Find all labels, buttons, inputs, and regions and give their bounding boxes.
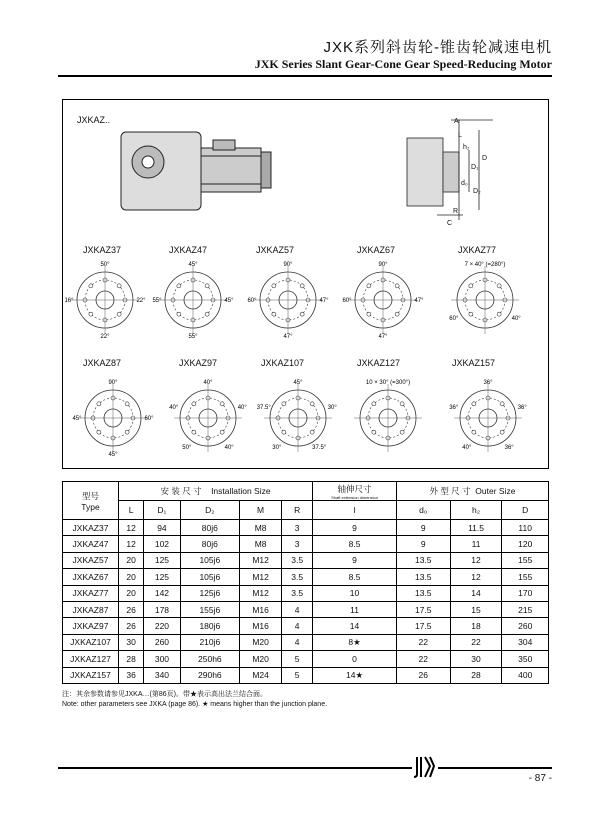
angle-label: 55°: [188, 334, 198, 340]
bolt-hole: [400, 430, 404, 434]
type-cell: JXKAZ67: [63, 569, 119, 585]
dim-label-l: L: [458, 132, 462, 139]
value-cell: 11.5: [450, 520, 502, 536]
angle-label: 90°: [378, 262, 388, 268]
value-cell: 9: [396, 520, 450, 536]
column-header: D: [502, 501, 549, 520]
flange-diagram: [449, 380, 527, 452]
bolt-hole: [282, 402, 286, 406]
angle-label: 47°: [414, 298, 424, 304]
angle-label: 50°: [100, 262, 110, 268]
value-cell: M16: [239, 601, 281, 617]
value-cell: 260: [144, 634, 181, 650]
value-cell: 30: [119, 634, 144, 650]
value-cell: 22: [450, 634, 502, 650]
flange-diagram: [72, 380, 154, 458]
value-cell: 170: [502, 585, 549, 601]
bolt-hole: [272, 312, 276, 316]
value-cell: 105j6: [180, 569, 239, 585]
angle-label: 47°: [319, 298, 329, 304]
value-cell: 14: [313, 618, 397, 634]
bolt-hole: [372, 402, 376, 406]
value-cell: 9: [313, 520, 397, 536]
table-row: [63, 569, 549, 585]
value-cell: 13.5: [396, 569, 450, 585]
value-cell: 125j6: [180, 585, 239, 601]
value-cell: 20: [119, 552, 144, 568]
angle-label: 45°: [188, 262, 198, 268]
bolt-hole: [310, 402, 314, 406]
value-cell: 290h6: [180, 667, 239, 683]
bolt-hole: [497, 284, 501, 288]
angle-label: 45°: [293, 380, 303, 386]
angle-label: 30°: [272, 445, 282, 452]
value-cell: 80j6: [180, 520, 239, 536]
type-cell: JXKAZ107: [63, 634, 119, 650]
dim-label-d2: D₂: [473, 188, 481, 195]
angle-label: 40°: [511, 316, 521, 322]
angle-label: 36°: [483, 380, 493, 386]
value-cell: 5: [282, 651, 313, 667]
value-cell: M8: [239, 536, 281, 552]
bolt-hole: [469, 312, 473, 316]
value-cell: 18: [450, 618, 502, 634]
flange-label: JXKAZ67: [357, 245, 396, 255]
value-cell: 12: [450, 552, 502, 568]
value-cell: M20: [239, 651, 281, 667]
value-cell: 36: [119, 667, 144, 683]
value-cell: 3.5: [282, 569, 313, 585]
flange-diagram: [354, 380, 422, 452]
value-cell: 94: [144, 520, 181, 536]
bolt-hole: [220, 402, 224, 406]
value-cell: M16: [239, 618, 281, 634]
column-header: R: [282, 501, 313, 520]
outer-size-header: 外 型 尺 寸 Outer Size: [396, 482, 548, 501]
bolt-hole: [310, 430, 314, 434]
bolt-hole: [89, 284, 93, 288]
value-cell: 5: [282, 667, 313, 683]
column-header: l: [313, 501, 397, 520]
angle-label: 22°: [100, 334, 110, 340]
value-cell: 3: [282, 536, 313, 552]
type-cell: JXKAZ77: [63, 585, 119, 601]
value-cell: 13.5: [396, 585, 450, 601]
angle-label: 36°: [449, 404, 459, 411]
value-cell: 250h6: [180, 651, 239, 667]
angle-label: 45°: [108, 452, 118, 458]
value-cell: 28: [119, 651, 144, 667]
type-cell: JXKAZ57: [63, 552, 119, 568]
value-cell: 80j6: [180, 536, 239, 552]
angle-label: 10 × 30° (=300°): [365, 380, 411, 386]
type-cell: JXKAZ37: [63, 520, 119, 536]
angle-label: 60°: [342, 298, 352, 304]
flange-diagram: [247, 262, 329, 340]
value-cell: 215: [502, 601, 549, 617]
spec-table: [62, 481, 549, 684]
value-cell: 8★: [313, 634, 397, 650]
value-cell: 400: [502, 667, 549, 683]
value-cell: 350: [502, 651, 549, 667]
angle-label: 40°: [462, 445, 472, 452]
flange-svg: [63, 100, 550, 470]
dim-label-d0: d₀: [461, 180, 468, 187]
value-cell: M12: [239, 585, 281, 601]
flange-label: JXKAZ157: [452, 358, 496, 368]
dim-label-d: D: [482, 155, 488, 162]
angle-label: 50°: [182, 445, 192, 452]
value-cell: 120: [502, 536, 549, 552]
flange-label: JXKAZ57: [256, 245, 295, 255]
angle-label: 36°: [517, 404, 527, 411]
value-cell: 4: [282, 618, 313, 634]
flange-diagram: [64, 262, 146, 340]
dim-label-d1: D₁: [471, 164, 479, 171]
angle-label: 37.5°: [312, 445, 327, 452]
value-cell: 9: [313, 552, 397, 568]
flange-label: JXKAZ97: [179, 358, 218, 368]
column-header: L: [119, 501, 144, 520]
bolt-hole: [177, 312, 181, 316]
angle-label: 47°: [283, 334, 293, 340]
value-cell: 26: [119, 601, 144, 617]
bolt-hole: [97, 402, 101, 406]
value-cell: M8: [239, 520, 281, 536]
flange-label: JXKAZ127: [357, 358, 401, 368]
table-row: [63, 536, 549, 552]
bolt-hole: [192, 430, 196, 434]
page-title-en: JXK Series Slant Gear-Cone Gear Speed-Reducing Motor: [254, 57, 552, 71]
value-cell: 3.5: [282, 585, 313, 601]
flange-diagram: [257, 380, 338, 452]
page-number: - 87 -: [528, 773, 552, 784]
footnote: 注：其余参数请参见JXKA…(第86页)。带★表示高出法兰结合面。 Note: other parameters see JXKA (page 86). ★ means higher than the junction plane.: [62, 691, 328, 708]
flange-diagram: [342, 262, 424, 340]
value-cell: 14: [450, 585, 502, 601]
brand-logo: [412, 754, 438, 780]
bolt-hole: [472, 430, 476, 434]
dim-label-c: C: [447, 220, 453, 227]
column-header: h₂: [450, 501, 502, 520]
bolt-hole: [497, 312, 501, 316]
bolt-hole: [372, 430, 376, 434]
dim-label-a: A: [454, 118, 459, 125]
value-cell: 13.5: [396, 552, 450, 568]
value-cell: M12: [239, 552, 281, 568]
flange-diagram: [169, 380, 247, 452]
bolt-hole: [220, 430, 224, 434]
bolt-hole: [97, 430, 101, 434]
bolt-hole: [89, 312, 93, 316]
dim-label-h2: h₂: [463, 144, 470, 151]
angle-label: 45°: [224, 298, 234, 304]
value-cell: 180j6: [180, 618, 239, 634]
value-cell: M24: [239, 667, 281, 683]
angle-label: 90°: [108, 380, 118, 386]
bolt-hole: [125, 402, 129, 406]
value-cell: 14★: [313, 667, 397, 683]
value-cell: 125: [144, 569, 181, 585]
main-view-label: JXKAZ..: [77, 115, 111, 125]
value-cell: 125: [144, 552, 181, 568]
flange-label: JXKAZ77: [458, 245, 497, 255]
value-cell: 304: [502, 634, 549, 650]
bolt-hole: [300, 312, 304, 316]
value-cell: M12: [239, 569, 281, 585]
angle-label: 40°: [203, 380, 213, 386]
angle-label: 40°: [169, 404, 179, 411]
column-header: d₀: [396, 501, 450, 520]
value-cell: 110: [502, 520, 549, 536]
value-cell: 142: [144, 585, 181, 601]
column-header: M: [239, 501, 281, 520]
bolt-hole: [395, 312, 399, 316]
table-row: [63, 651, 549, 667]
angle-label: 55°: [152, 298, 162, 304]
value-cell: M20: [239, 634, 281, 650]
value-cell: 15: [450, 601, 502, 617]
value-cell: 17.5: [396, 601, 450, 617]
value-cell: 340: [144, 667, 181, 683]
page-title-cn: JXK系列斜齿轮-锥齿轮减速电机: [323, 39, 552, 56]
value-cell: 12: [119, 536, 144, 552]
angle-label: 16°: [64, 298, 74, 304]
bolt-hole: [395, 284, 399, 288]
flange-diagram: [449, 262, 521, 334]
value-cell: 3: [282, 520, 313, 536]
table-row: [63, 667, 549, 683]
flange-label: JXKAZ107: [261, 358, 305, 368]
bolt-hole: [400, 402, 404, 406]
value-cell: 20: [119, 585, 144, 601]
value-cell: 28: [450, 667, 502, 683]
value-cell: 4: [282, 634, 313, 650]
footer-rule: [58, 767, 552, 769]
bolt-hole: [117, 312, 121, 316]
value-cell: 12: [119, 520, 144, 536]
value-cell: 10: [313, 585, 397, 601]
bolt-hole: [272, 284, 276, 288]
angle-label: 60°: [449, 316, 459, 322]
type-cell: JXKAZ97: [63, 618, 119, 634]
table-row: [63, 585, 549, 601]
table-row: [63, 552, 549, 568]
value-cell: 22: [396, 651, 450, 667]
value-cell: 178: [144, 601, 181, 617]
value-cell: 300: [144, 651, 181, 667]
value-cell: 8.5: [313, 569, 397, 585]
value-cell: 20: [119, 569, 144, 585]
value-cell: 11: [450, 536, 502, 552]
value-cell: 9: [396, 536, 450, 552]
column-header: D₁: [144, 501, 181, 520]
dim-label-r: R: [453, 208, 459, 215]
flange-label: JXKAZ37: [83, 245, 122, 255]
value-cell: 0: [313, 651, 397, 667]
table-row: [63, 520, 549, 536]
angle-label: 7 × 40° (=280°): [464, 262, 506, 268]
bolt-hole: [367, 312, 371, 316]
value-cell: 102: [144, 536, 181, 552]
angle-label: 30°: [327, 404, 337, 411]
angle-label: 45°: [72, 416, 82, 422]
value-cell: 210j6: [180, 634, 239, 650]
type-cell: JXKAZ157: [63, 667, 119, 683]
value-cell: 4: [282, 601, 313, 617]
technical-drawing: [62, 99, 549, 469]
type-cell: JXKAZ127: [63, 651, 119, 667]
flange-label: JXKAZ47: [169, 245, 208, 255]
bolt-hole: [472, 402, 476, 406]
bolt-hole: [469, 284, 473, 288]
bolt-hole: [205, 284, 209, 288]
value-cell: 26: [396, 667, 450, 683]
bolt-hole: [282, 430, 286, 434]
value-cell: 155j6: [180, 601, 239, 617]
angle-label: 37.5°: [256, 404, 271, 411]
bolt-hole: [125, 430, 129, 434]
value-cell: 3.5: [282, 552, 313, 568]
value-cell: 260: [502, 618, 549, 634]
value-cell: 11: [313, 601, 397, 617]
bolt-hole: [300, 284, 304, 288]
header-rule: [58, 75, 552, 77]
value-cell: 22: [396, 634, 450, 650]
angle-label: 40°: [237, 404, 247, 411]
value-cell: 220: [144, 618, 181, 634]
column-header: D₂: [180, 501, 239, 520]
value-cell: 105j6: [180, 552, 239, 568]
shaft-ext-header: 轴伸尺寸 Shaft extension dimension: [313, 482, 397, 501]
bolt-hole: [177, 284, 181, 288]
bolt-hole: [192, 402, 196, 406]
install-size-header: 安 装 尺 寸 Installation Size: [119, 482, 313, 501]
value-cell: 155: [502, 552, 549, 568]
type-cell: JXKAZ47: [63, 536, 119, 552]
type-header: 型号 Type: [63, 482, 119, 520]
angle-label: 40°: [224, 445, 234, 452]
bolt-hole: [367, 284, 371, 288]
table-row: [63, 634, 549, 650]
angle-label: 60°: [144, 416, 154, 422]
bolt-hole: [117, 284, 121, 288]
value-cell: 155: [502, 569, 549, 585]
flange-label: JXKAZ87: [83, 358, 122, 368]
value-cell: 30: [450, 651, 502, 667]
value-cell: 8.5: [313, 536, 397, 552]
bolt-hole: [500, 430, 504, 434]
angle-label: 60°: [247, 298, 257, 304]
table-row: [63, 601, 549, 617]
bolt-hole: [500, 402, 504, 406]
angle-label: 47°: [378, 334, 388, 340]
bolt-hole: [205, 312, 209, 316]
angle-label: 90°: [283, 262, 293, 268]
value-cell: 26: [119, 618, 144, 634]
value-cell: 12: [450, 569, 502, 585]
value-cell: 17.5: [396, 618, 450, 634]
angle-label: 36°: [504, 445, 514, 452]
flange-diagram: [152, 262, 234, 340]
type-cell: JXKAZ87: [63, 601, 119, 617]
table-row: [63, 618, 549, 634]
angle-label: 22°: [136, 298, 146, 304]
